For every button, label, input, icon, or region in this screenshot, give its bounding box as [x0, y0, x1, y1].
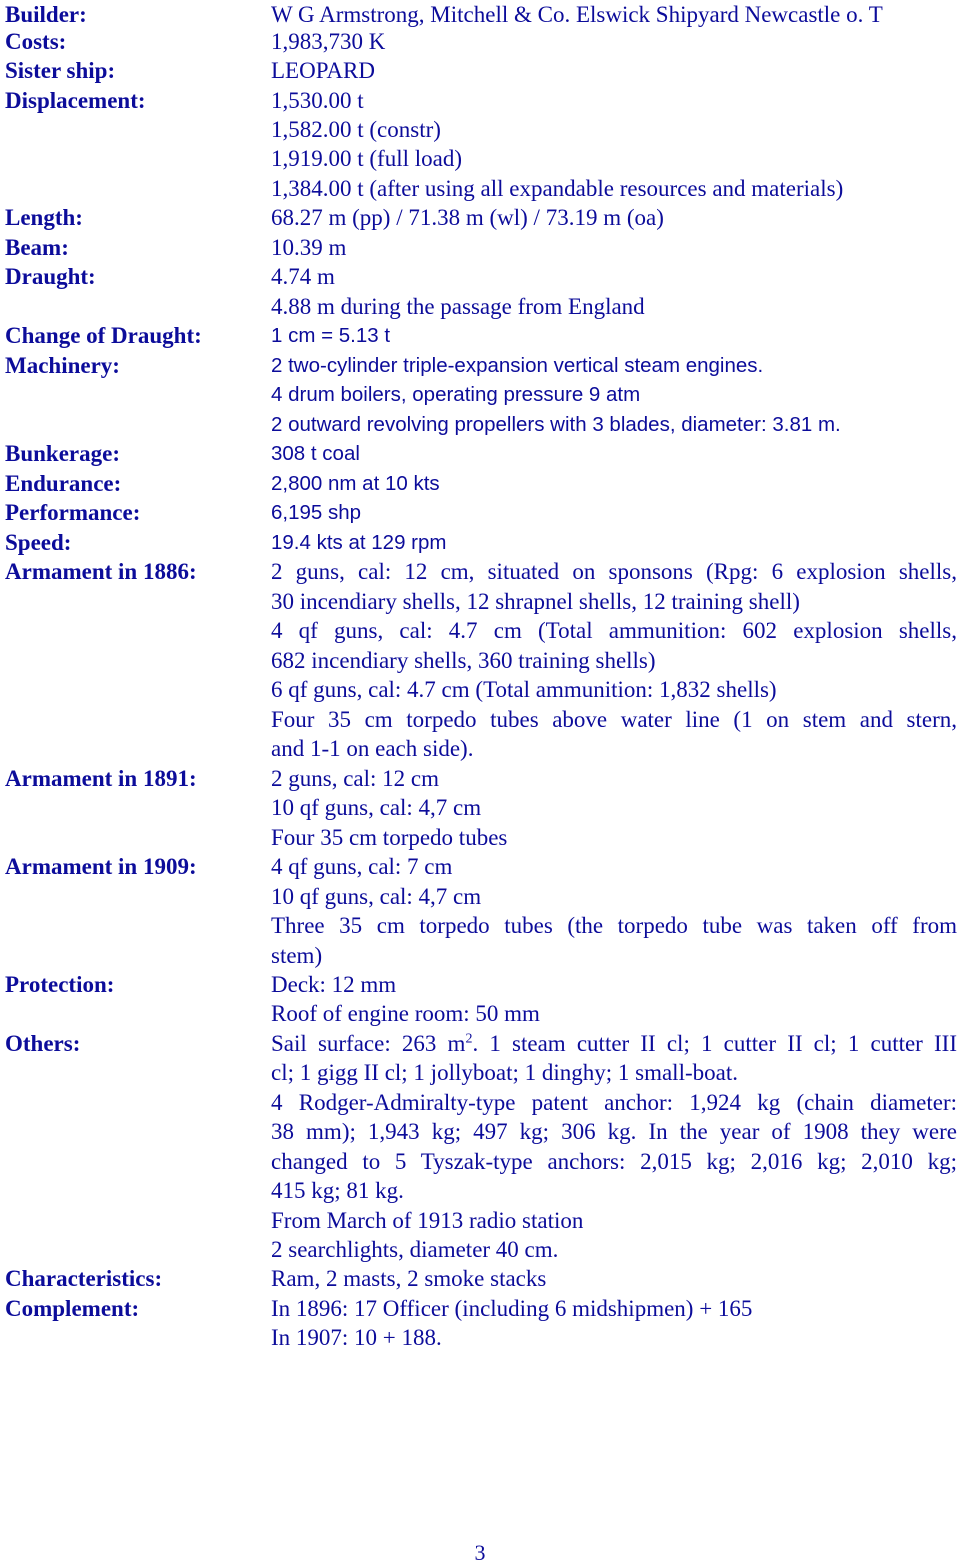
spec-row-complement: [0, 1294, 960, 1323]
spec-value: 4 qf guns, cal: 7 cm: [271, 854, 453, 879]
spec-row-armament-1891-cont: [0, 793, 960, 822]
spec-value: LEOPARD: [271, 58, 375, 83]
spec-row-displacement-cont: [0, 174, 960, 203]
spec-value: 682 incendiary shells, 360 training shells): [271, 648, 656, 673]
spec-label: Change of Draught:: [5, 323, 202, 348]
spec-label: Protection:: [5, 972, 115, 997]
superscript-two: 2: [465, 1031, 473, 1047]
spec-row-armament-1891-cont: [0, 823, 960, 852]
spec-row-machinery-cont: [0, 410, 960, 439]
spec-value: 6,195 shp: [271, 501, 362, 524]
spec-value: 10 qf guns, cal: 4,7 cm: [271, 795, 482, 820]
spec-label: Displacement:: [5, 88, 146, 113]
spec-value-sail-surface: [271, 1029, 957, 1058]
sail-surface-text: Sail surface: 263 m: [271, 1031, 466, 1056]
spec-row-protection: [0, 970, 960, 999]
spec-value: 1,983,730 K: [271, 29, 386, 54]
spec-value: W G Armstrong, Mitchell & Co. Elswick Shipyard Newcastle o. T: [271, 2, 883, 27]
spec-value: Four 35 cm torpedo tubes: [271, 825, 508, 850]
spec-row-machinery-cont: [0, 380, 960, 409]
spec-label: Armament in 1886:: [5, 559, 197, 584]
spec-value: Deck: 12 mm: [271, 972, 397, 997]
spec-label: Machinery:: [5, 353, 120, 378]
spec-value: 38 mm); 1,943 kg; 497 kg; 306 kg. In the year of 1908 they were: [271, 1119, 957, 1144]
spec-value: 415 kg; 81 kg.: [271, 1178, 404, 1203]
spec-row-others: [0, 1029, 960, 1058]
spec-value: 2 two-cylinder triple-expansion vertical steam engines.: [271, 354, 764, 377]
spec-row-speed: [0, 528, 960, 557]
spec-row-armament-1886-cont: [0, 734, 960, 763]
spec-value: Roof of engine room: 50 mm: [271, 1001, 540, 1026]
spec-row-others-cont: [0, 1058, 960, 1087]
spec-row-length: [0, 203, 960, 232]
spec-row-armament-1886: [0, 557, 960, 586]
spec-row-others-cont: [0, 1176, 960, 1205]
spec-row-armament-1886-cont: [0, 646, 960, 675]
spec-row-builder: [0, 0, 960, 29]
spec-row-armament-1886-cont: [0, 587, 960, 616]
spec-row-endurance: [0, 469, 960, 498]
spec-label: Bunkerage:: [5, 441, 120, 466]
spec-value: 30 incendiary shells, 12 shrapnel shells, 12 training shell): [271, 589, 800, 614]
spec-label: Beam:: [5, 235, 69, 260]
spec-label: Armament in 1891:: [5, 766, 197, 791]
spec-row-costs: [0, 27, 960, 56]
spec-value: cl; 1 gigg II cl; 1 jollyboat; 1 dinghy; 1 small-boat.: [271, 1060, 738, 1085]
spec-label: Costs:: [5, 29, 67, 54]
spec-value: and 1-1 on each side).: [271, 736, 474, 761]
spec-row-draught: [0, 262, 960, 291]
spec-value: 19.4 kts at 129 rpm: [271, 531, 447, 554]
spec-value: 10.39 m: [271, 235, 347, 260]
spec-value: changed to 5 Tyszak-type anchors: 2,015 kg; 2,016 kg; 2,010 kg;: [271, 1149, 957, 1174]
spec-value: 2 searchlights, diameter 40 cm.: [271, 1237, 559, 1262]
spec-label: Complement:: [5, 1296, 140, 1321]
spec-value: Four 35 cm torpedo tubes above water line (1 on stem and stern,: [271, 707, 957, 732]
spec-row-armament-1886-cont: [0, 675, 960, 704]
spec-value: 10 qf guns, cal: 4,7 cm: [271, 884, 482, 909]
page-number: 3: [474, 1540, 486, 1565]
sail-surface-rest: . 1 steam cutter II cl; 1 cutter II cl; 1 cutter III: [472, 1031, 957, 1056]
spec-row-armament-1886-cont: [0, 705, 960, 734]
spec-value: 1,919.00 t (full load): [271, 146, 462, 171]
spec-value: 1,384.00 t (after using all expandable resources and materials): [271, 176, 844, 201]
spec-row-sister-ship: [0, 56, 960, 85]
spec-row-armament-1909-cont: [0, 882, 960, 911]
spec-row-draught-cont: [0, 292, 960, 321]
spec-row-others-cont: [0, 1147, 960, 1176]
spec-row-bunkerage: [0, 439, 960, 468]
spec-row-protection-cont: [0, 999, 960, 1028]
spec-value: 1,530.00 t: [271, 88, 364, 113]
spec-label: Builder:: [5, 2, 87, 27]
spec-value: 4 Rodger-Admiralty-type patent anchor: 1,924 kg (chain diameter:: [271, 1090, 957, 1115]
spec-value: 2 guns, cal: 12 cm: [271, 766, 439, 791]
spec-value: 4 qf guns, cal: 4.7 cm (Total ammunition: 602 explosion shells,: [271, 618, 957, 643]
spec-value: Ram, 2 masts, 2 smoke stacks: [271, 1266, 547, 1291]
spec-value: 2 outward revolving propellers with 3 blades, diameter: 3.81 m.: [271, 413, 841, 436]
spec-value: stem): [271, 943, 323, 968]
spec-label: Endurance:: [5, 471, 122, 496]
spec-row-others-cont: [0, 1117, 960, 1146]
spec-row-armament-1909-cont: [0, 941, 960, 970]
spec-label: Performance:: [5, 500, 141, 525]
spec-row-performance: [0, 498, 960, 527]
spec-row-displacement-cont: [0, 115, 960, 144]
spec-label: Armament in 1909:: [5, 854, 197, 879]
spec-label: Length:: [5, 205, 83, 230]
spec-value: In 1896: 17 Officer (including 6 midshipmen) + 165: [271, 1296, 753, 1321]
spec-value: 4.88 m during the passage from England: [271, 294, 645, 319]
spec-label: Others:: [5, 1031, 81, 1056]
spec-label: Characteristics:: [5, 1266, 163, 1291]
spec-row-change-of-draught: [0, 321, 960, 350]
spec-value: 68.27 m (pp) / 71.38 m (wl) / 73.19 m (oa): [271, 205, 664, 230]
spec-row-armament-1909: [0, 852, 960, 881]
spec-row-armament-1891: [0, 764, 960, 793]
spec-value: 308 t coal: [271, 442, 360, 465]
spec-row-beam: [0, 233, 960, 262]
spec-value: Three 35 cm torpedo tubes (the torpedo tube was taken off from: [271, 913, 957, 938]
spec-value: From March of 1913 radio station: [271, 1208, 584, 1233]
spec-value: 6 qf guns, cal: 4.7 cm (Total ammunition: 1,832 shells): [271, 677, 777, 702]
spec-value: 2,800 nm at 10 kts: [271, 472, 440, 495]
spec-label: Speed:: [5, 530, 72, 555]
spec-value: 1,582.00 t (constr): [271, 117, 441, 142]
spec-value: In 1907: 10 + 188.: [271, 1325, 442, 1350]
spec-row-characteristics: [0, 1264, 960, 1293]
spec-value: 4.74 m: [271, 264, 335, 289]
spec-row-others-cont: [0, 1235, 960, 1264]
spec-label: Draught:: [5, 264, 96, 289]
spec-row-machinery: [0, 351, 960, 380]
spec-row-armament-1909-cont: [0, 911, 960, 940]
spec-value: 1 cm = 5.13 t: [271, 324, 391, 347]
spec-row-complement-cont: [0, 1323, 960, 1352]
spec-value: 2 guns, cal: 12 cm, situated on sponsons (Rpg: 6 explosion shells,: [271, 559, 957, 584]
spec-row-others-cont: [0, 1088, 960, 1117]
spec-row-others-cont: [0, 1206, 960, 1235]
spec-row-armament-1886-cont: [0, 616, 960, 645]
spec-value: 4 drum boilers, operating pressure 9 atm: [271, 383, 641, 406]
spec-row-displacement: [0, 86, 960, 115]
spec-label: Sister ship:: [5, 58, 116, 83]
spec-row-displacement-cont: [0, 144, 960, 173]
